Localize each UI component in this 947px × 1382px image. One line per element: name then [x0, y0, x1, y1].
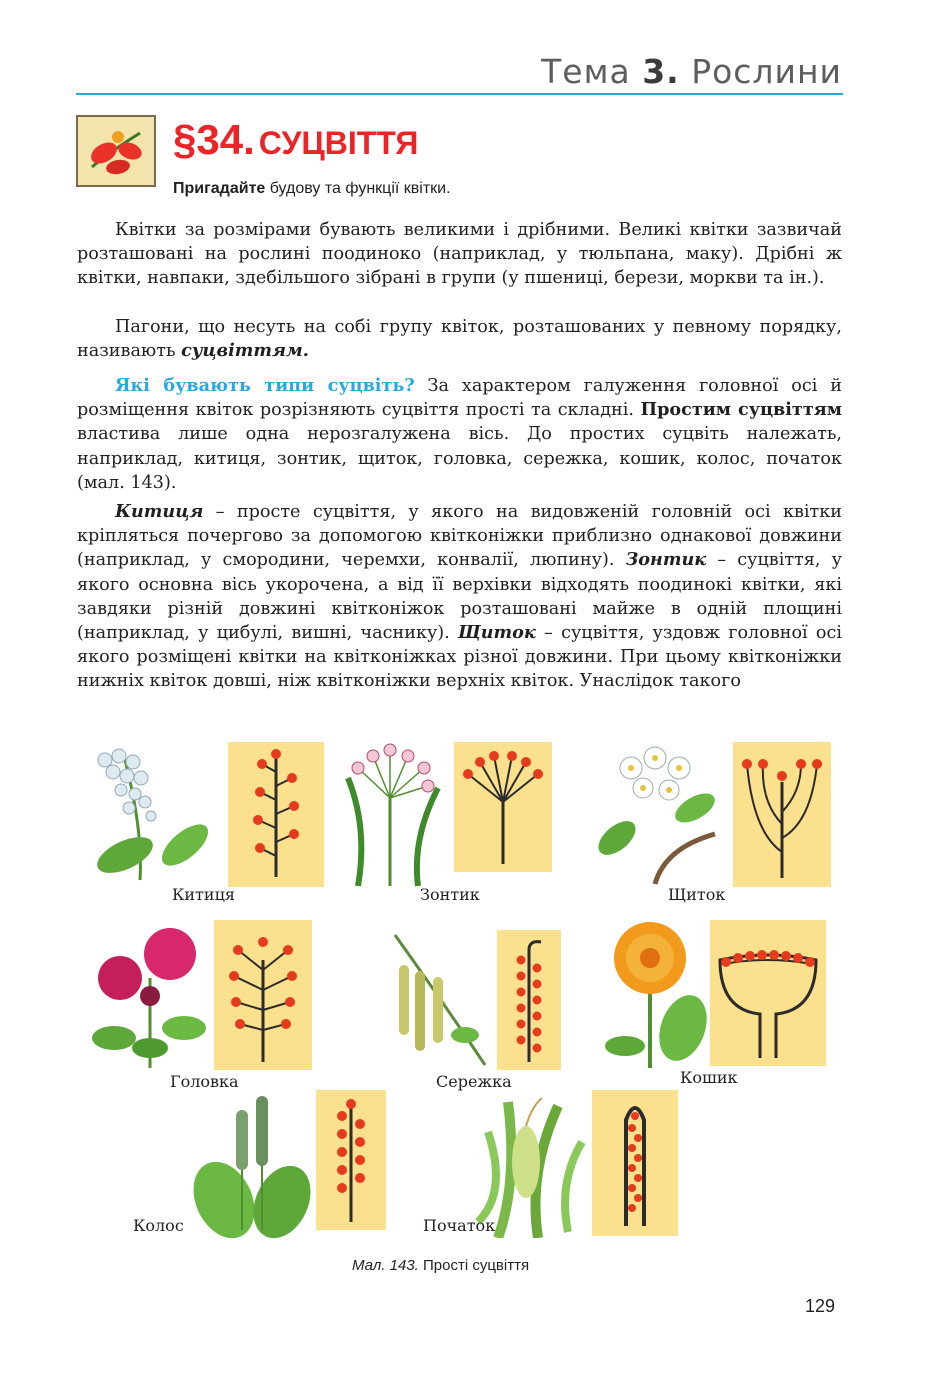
p4-text-f: – суцвіття, уздовж головної осі якого розміщені квітки на квітконіжках різної довжини. При цьому квітконіжки нижніх квіток довші, ніж квітконіжки верхніх квіток. Унаслідок такого [77, 623, 842, 692]
serezhka-scheme [497, 930, 561, 1070]
paragraph-4 [77, 500, 842, 694]
p2-term: суцвіттям. [181, 340, 309, 362]
label-shchytok: Щиток [668, 885, 726, 904]
kolos-plant-illustration [190, 1090, 316, 1240]
label-kolos: Колос [133, 1216, 184, 1235]
kytytsia-plant-illustration [85, 740, 225, 885]
recall-bold: Пригадайте [173, 180, 266, 197]
page-number: 129 [805, 1296, 836, 1316]
section-title: СУЦВІТТЯ [258, 125, 419, 161]
caption-number: Мал. 143. [352, 1257, 419, 1274]
label-zontyk: Зонтик [420, 885, 480, 904]
p4-term-shchytok: Щиток [458, 622, 536, 644]
header-subject: Рослини [691, 52, 842, 91]
kolos-scheme [316, 1090, 386, 1230]
koshyk-plant-illustration [595, 918, 709, 1068]
paragraph-2 [77, 315, 842, 363]
holovka-plant-illustration [80, 918, 214, 1070]
section-flower-icon [76, 115, 156, 187]
recall-rest: будову та функції квітки. [265, 180, 451, 197]
section-number: §34. [173, 116, 255, 163]
p3-question: Які бувають типи суцвіть? [115, 375, 415, 396]
running-header [500, 52, 842, 91]
label-serezhka: Сережка [436, 1072, 512, 1091]
paragraph-1: Квітки за розмірами бувають великими і дрібними. Великі квітки зазвичай розташовані на рослині поодиноко (наприклад, у тюльпана, маку). Дрібні ж квітки, навпаки, здебільшого зібрані в групи (у пшениці, берези, моркви та ін.). [77, 220, 842, 289]
p3-text-a: За характером галуження головної осі й розміщення квіток розрізняють суцвіття прості та складні. [77, 376, 842, 421]
p4-term-zontyk: Зонтик [625, 549, 707, 571]
zontyk-scheme [454, 742, 552, 872]
p3-text-c: властива лише одна нерозгалужена вісь. До простих суцвіть належать, наприклад, китиця, зонтик, щиток, головка, сережка, кошик, колос, початок (мал. 143). [77, 424, 842, 493]
pochatok-scheme [592, 1090, 678, 1236]
serezhka-plant-illustration [385, 925, 495, 1075]
label-pochatok: Початок [423, 1216, 496, 1235]
zontyk-plant-illustration [328, 738, 453, 888]
figure-caption [352, 1257, 529, 1274]
p2-text: Пагони, що несуть на собі групу квіток, розташованих у певному порядку, називають [77, 317, 842, 362]
p3-term: Простим суцвіттям [640, 399, 843, 421]
koshyk-scheme [710, 920, 826, 1066]
caption-text: Прості суцвіття [418, 1257, 530, 1274]
recall-prompt [173, 180, 451, 198]
paragraph-3 [77, 374, 842, 495]
shchytok-scheme [733, 742, 831, 887]
kytytsia-scheme [228, 742, 324, 887]
header-number: 3. [642, 52, 680, 91]
p4-text-b: – просте суцвіття, у якого на видовженій головній осі квітки кріпляться почергово за допомогою квітконіжки приблизно однакової довжини (наприклад, у смородини, черемхи, конвалії, люпину). [77, 502, 842, 571]
holovka-scheme [214, 920, 312, 1070]
label-holovka: Головка [170, 1072, 239, 1091]
shchytok-plant-illustration [595, 738, 735, 886]
label-kytytsia: Китиця [172, 885, 235, 904]
header-topic: Тема [541, 52, 631, 91]
p4-text-d: – суцвіття, у якого основна вісь укорочена, а від її верхівки відходять поодинокі квітки, які завдяки різній довжині квітконіжок розташовані майже в одній площині (наприклад, у цибулі, вишні, часнику). [77, 550, 842, 644]
section-heading [173, 116, 418, 164]
header-rule [76, 93, 843, 95]
p4-term-kytytsia: Китиця [115, 501, 204, 522]
label-koshyk: Кошик [680, 1068, 738, 1087]
